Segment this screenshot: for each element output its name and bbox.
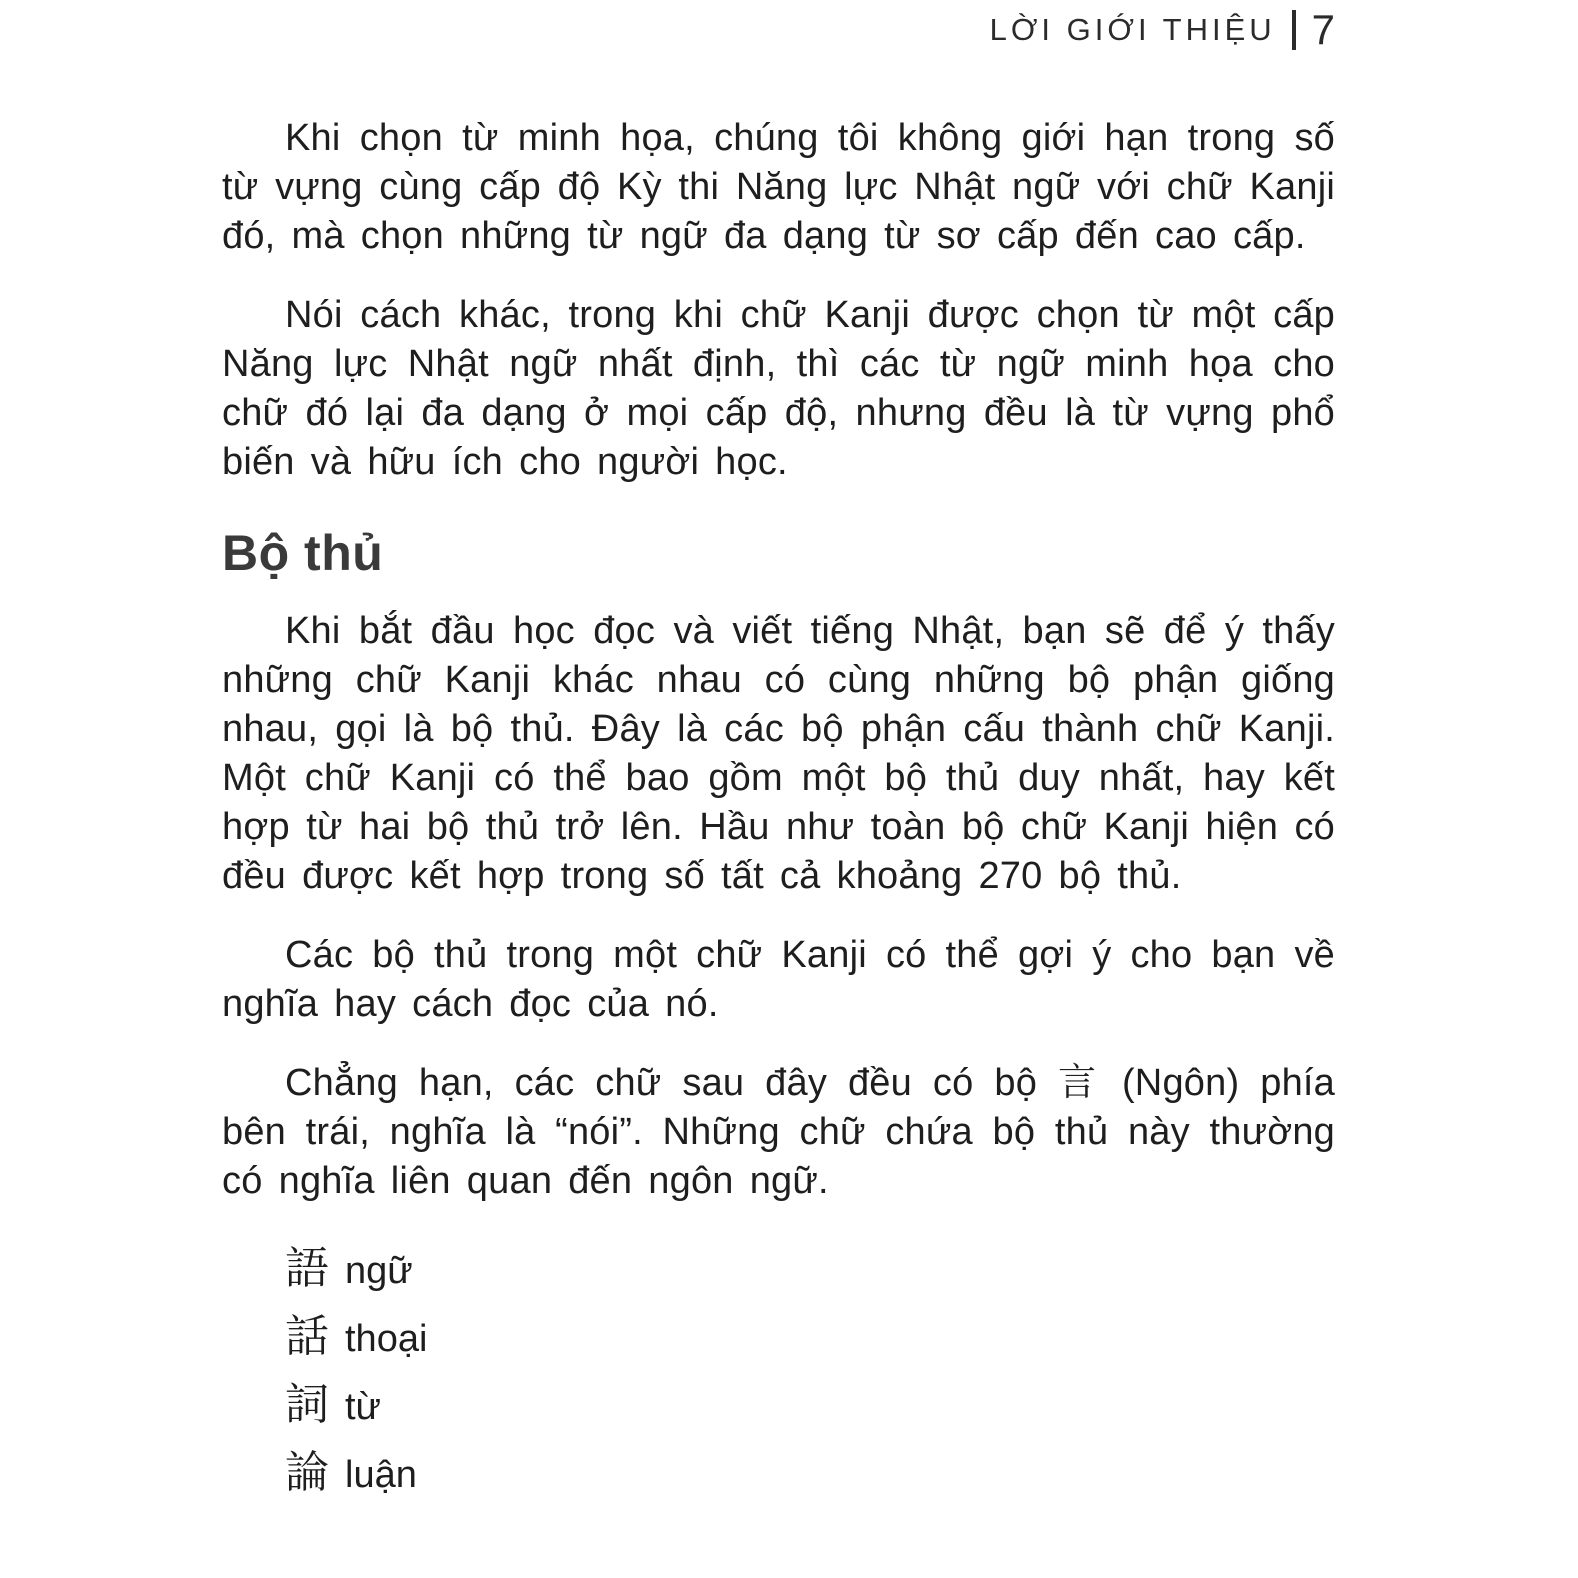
intro-paragraph-2: Nói cách khác, trong khi chữ Kanji được chọn từ một cấp Năng lực Nhật ngữ nhất định, thì các từ ngữ minh họa cho chữ đó lại đa dạng ở mọi cấp độ, nhưng đều là từ vựng phổ biến và hữu ích cho người học. xyxy=(222,294,1335,483)
page-header xyxy=(990,8,1335,52)
intro-paragraph-1: Khi chọn từ minh họa, chúng tôi không giới hạn trong số từ vựng cùng cấp độ Kỳ thi Năng lực Nhật ngữ với chữ Kanji đó, mà chọn những từ ngữ đa dạng từ sơ cấp đến cao cấp. xyxy=(222,117,1335,257)
header-section-title: LỜI GIỚI THIỆU xyxy=(989,12,1276,47)
kanji-reading: từ xyxy=(345,1386,381,1428)
kanji-example-item xyxy=(285,1440,1335,1508)
kanji-reading: ngữ xyxy=(345,1250,413,1292)
section-paragraph-2: Các bộ thủ trong một chữ Kanji có thể gợi ý cho bạn về nghĩa hay cách đọc của nó. xyxy=(222,934,1335,1025)
kanji-reading: thoại xyxy=(345,1318,428,1360)
section-paragraph-3: Chẳng hạn, các chữ sau đây đều có bộ 言 (Ngôn) phía bên trái, nghĩa là “nói”. Những chữ chứa bộ thủ này thường có nghĩa liên quan đến ngôn ngữ. xyxy=(222,1062,1335,1202)
kanji-example-item xyxy=(285,1304,1335,1372)
section-paragraph-1: Khi bắt đầu học đọc và viết tiếng Nhật, bạn sẽ để ý thấy những chữ Kanji khác nhau có cùng những bộ phận giống nhau, gọi là bộ thủ. Đây là các bộ phận cấu thành chữ Kanji. Một chữ Kanji có thể bao gồm một bộ thủ duy nhất, hay kết hợp từ hai bộ thủ trở lên. Hầu như toàn bộ chữ Kanji hiện có đều được kết hợp trong số tất cả khoảng 270 bộ thủ. xyxy=(222,610,1335,897)
kanji-character: 詞 xyxy=(285,1380,329,1429)
header-divider xyxy=(1292,10,1296,50)
kanji-example-item xyxy=(285,1236,1335,1304)
kanji-example-list xyxy=(222,1236,1335,1508)
kanji-character: 話 xyxy=(285,1312,329,1361)
section-heading-bo-thu: Bộ thủ xyxy=(222,525,384,581)
header-page-number: 7 xyxy=(1311,6,1335,53)
kanji-example-item xyxy=(285,1372,1335,1440)
kanji-character: 論 xyxy=(285,1448,329,1497)
kanji-character: 語 xyxy=(285,1244,329,1293)
page-body xyxy=(222,114,1335,1508)
kanji-reading: luận xyxy=(345,1454,417,1496)
